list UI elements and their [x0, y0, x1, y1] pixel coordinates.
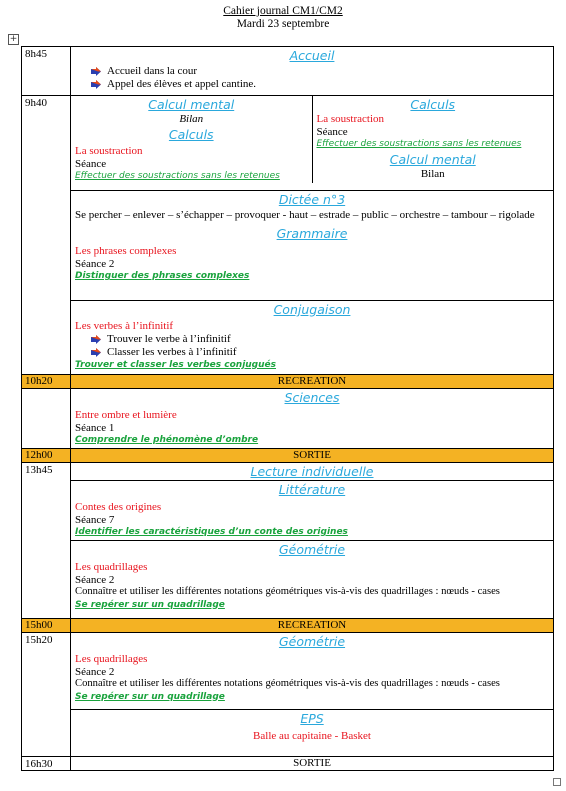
objective-text: Trouver et classer les verbes conjugués [75, 359, 276, 370]
row-recreation [22, 619, 554, 633]
recreation-label: RECREATION [71, 619, 554, 633]
subject-title: Littérature [278, 482, 346, 497]
litterature-cell [71, 481, 554, 541]
page-header [0, 5, 566, 31]
seance-text: Séance [75, 157, 107, 170]
subject-title: Géométrie [278, 542, 346, 557]
document-title: Cahier journal CM1/CM2 [223, 5, 343, 17]
time-cell: 8h45 [22, 47, 71, 96]
row-sciences [22, 389, 554, 449]
subject-title: Grammaire [276, 226, 348, 241]
list-item: Accueil dans la cour [91, 65, 553, 78]
subject-title: Accueil [289, 48, 335, 63]
time-cell: 12h00 [22, 449, 71, 463]
accueil-list [91, 65, 553, 91]
objective-text: Comprendre le phénomène d’ombre [75, 435, 259, 445]
row-accueil [22, 47, 554, 96]
row-sortie [22, 449, 554, 463]
subject-title: Conjugaison [273, 302, 351, 317]
row-sortie [22, 757, 554, 771]
subject-title: Calculs [410, 97, 456, 112]
conjugaison-cell [71, 301, 554, 375]
arrow-bullet-icon [91, 348, 101, 357]
row-recreation [22, 375, 554, 389]
arrow-bullet-icon [91, 80, 101, 89]
time-cell: 16h30 [22, 757, 71, 771]
time-cell [22, 389, 71, 449]
topic-text: Les verbes à l’infinitif [75, 320, 174, 332]
francais-cell [71, 191, 554, 301]
geometrie-cell [71, 541, 554, 619]
schedule-table [21, 46, 554, 771]
lecture-cell [71, 463, 554, 481]
eps-cell [71, 710, 554, 757]
dictee-words: Se percher – enlever – s’échapper – provoquer - haut – estrade – public – orchestre – tambour – rigolade [75, 209, 535, 221]
subject-title: Géométrie [278, 634, 346, 649]
sortie-label: SORTIE [71, 449, 554, 463]
seance-text: Séance 2 [75, 665, 115, 678]
objective-text: Identifier les caractéristiques d’un conte des origines [75, 527, 348, 537]
accueil-cell [71, 47, 554, 96]
recreation-label: RECREATION [71, 375, 554, 389]
maths-left [71, 96, 313, 183]
bilan-text: Bilan [179, 113, 204, 125]
time-cell: 15h00 [22, 619, 71, 633]
row-litterature [22, 481, 554, 541]
geometrie-cell [71, 633, 554, 710]
topic-text: Les quadrillages [75, 653, 148, 665]
objective-text: Effectuer des soustractions sans les retenues [316, 139, 522, 149]
topic-text: Entre ombre et lumière [75, 409, 177, 421]
move-handle-icon[interactable]: + [9, 34, 18, 44]
row-francais [22, 191, 554, 301]
objective-text: Se repérer sur un quadrillage [75, 691, 225, 702]
objective-text: Effectuer des soustractions sans les retenues [75, 171, 280, 181]
objective-text: Distinguer des phrases complexes [75, 271, 250, 281]
objective-text: Se repérer sur un quadrillage [75, 599, 225, 610]
time-cell: 13h45 [22, 463, 71, 619]
seance-text: Séance 7 [75, 513, 115, 526]
eps-activity: Balle au capitaine - Basket [253, 730, 371, 742]
row-geometrie [22, 541, 554, 619]
row-lecture [22, 463, 554, 481]
row-geometrie [22, 633, 554, 710]
sciences-cell [71, 389, 554, 449]
arrow-bullet-icon [91, 335, 101, 344]
topic-text: Contes des origines [75, 501, 162, 513]
maths-right [313, 96, 554, 183]
sortie-label: SORTIE [71, 757, 554, 771]
subject-title: EPS [300, 711, 324, 726]
time-cell: 15h20 [22, 633, 71, 757]
geometrie-text: Connaître et utiliser les différentes notations géométriques vis-à-vis des quadrillages : nœuds - cases [75, 586, 500, 597]
conjugaison-list [91, 333, 553, 359]
seance-text: Séance 2 [75, 257, 115, 270]
time-cell: 10h20 [22, 375, 71, 389]
seance-text: Séance 2 [75, 573, 115, 586]
subject-title: Sciences [284, 390, 340, 405]
topic-text: Les phrases complexes [75, 245, 177, 257]
bilan-text: Bilan [420, 167, 445, 180]
list-item: Classer les verbes à l’infinitif [91, 346, 553, 359]
list-item: Appel des élèves et appel cantine. [91, 78, 553, 91]
geometrie-text: Connaître et utiliser les différentes notations géométriques vis-à-vis des quadrillages : nœuds - cases [75, 678, 500, 689]
subject-title: Lecture individuelle [250, 464, 374, 479]
row-eps [22, 710, 554, 757]
row-maths [22, 96, 554, 191]
subject-title: Calcul mental [389, 151, 476, 167]
topic-text: La soustraction [316, 113, 385, 125]
document-date: Mardi 23 septembre [236, 18, 330, 30]
subject-title: Calculs [168, 127, 214, 142]
maths-cell [71, 96, 554, 191]
seance-text: Séance 1 [75, 421, 115, 434]
time-cell: 9h40 [22, 96, 71, 375]
topic-text: La soustraction [75, 145, 143, 157]
subject-title: Dictée n°3 [278, 192, 346, 207]
topic-text: Les quadrillages [75, 561, 148, 573]
arrow-bullet-icon [91, 67, 101, 76]
list-item: Trouver le verbe à l’infinitif [91, 333, 553, 346]
row-conjugaison [22, 301, 554, 375]
resize-handle-icon[interactable] [553, 778, 561, 786]
subject-title: Calcul mental [148, 97, 235, 112]
seance-text: Séance [316, 125, 348, 138]
